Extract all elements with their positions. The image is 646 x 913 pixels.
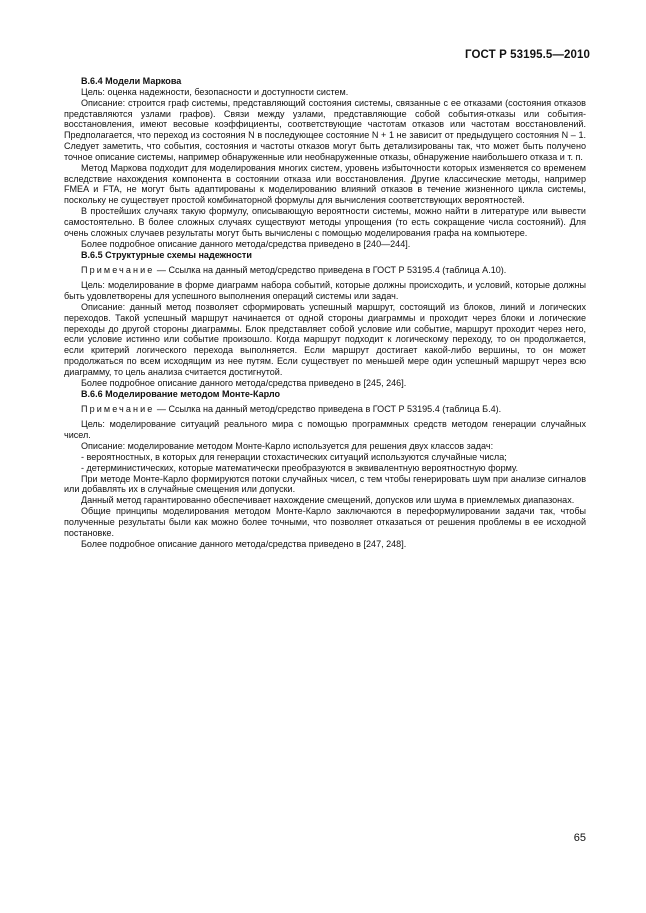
- b66-paragraph-2: При методе Монте-Карло формируются потоки случайных чисел, с тем чтобы генерировать шум при анализе сигналов или добавлять их в случайные смещения или допуски.: [64, 473, 586, 495]
- document-header: ГОСТ Р 53195.5—2010: [465, 49, 590, 61]
- b64-goal: Цель: оценка надежности, безопасности и доступности систем.: [81, 86, 349, 97]
- note-text: — Ссылка на данный метод/средство приведена в ГОСТ Р 53195.4 (таблица Б.4).: [154, 404, 502, 415]
- note-label: Примечание: [81, 404, 155, 415]
- note-label: Примечание: [81, 265, 155, 276]
- b66-goal: Цель: моделирование ситуаций реального мира с помощью программных средств методом генерации случайных чисел.: [64, 419, 586, 441]
- section-heading-b66: B.6.6 Моделирование методом Монте-Карло: [81, 388, 281, 399]
- b66-list-item-1: - вероятностных, в которых для генерации стохастических ситуаций используются случайные числа;: [81, 451, 507, 462]
- note-text: — Ссылка на данный метод/средство приведена в ГОСТ Р 53195.4 (таблица А.10).: [154, 265, 507, 276]
- b64-paragraph-2: Метод Маркова подходит для моделирования многих систем, уровень избыточности которых изменяется со временем вследствие нахождения компонента в состоянии отказа или восстановления. Другие классические методы, например FMEA и FTA, не могут быть адаптированы к моделированию влияний отказов в течение жизненного цикла системы, поскольку не существует простой комбинаторной формулы для вычисления соответствующих вероятностей.: [64, 162, 586, 206]
- b65-note: [64, 265, 586, 276]
- page-number: 65: [573, 832, 586, 844]
- b64-reference: Более подробное описание данного метода/средства приведено в [240—244].: [81, 238, 411, 249]
- b66-reference: Более подробное описание данного метода/средства приведено в [247, 248].: [81, 538, 407, 549]
- b66-paragraph-3: Данный метод гарантированно обеспечивает нахождение смещений, допусков или шума в приемлемых диапазонах.: [81, 495, 575, 506]
- b65-description: Описание: данный метод позволяет сформировать успешный маршрут, состоящий из блоков, линий и логических переходов. Такой успешный маршрут начинается от одной стороны диаграммы и проходит через блоки и логические переходы до другой стороны диаграммы. Блок представляет собой условие или событие, маршрут проходит через него, если условие истинно или событие произошло. Когда маршрут подходит к логическому переходу, то он продолжается, если критерий логического перехода выполняется. Если маршрут достигает какой-либо вершины, то он может продолжаться по всем исходящим из нее путям. Если существует по меньшей мере один успешный маршрут через всю диаграмму, то цель анализа считается достигнутой.: [64, 301, 586, 377]
- section-heading-b65: B.6.5 Структурные схемы надежности: [81, 249, 252, 260]
- section-heading-b64: B.6.4 Модели Маркова: [81, 76, 182, 86]
- b66-paragraph-4: Общие принципы моделирования методом Монте-Карло заключаются в переформулировании задачи так, чтобы полученные результаты были как можно более точными, что позволяет отказаться от решения проблемы в ее исходной постановке.: [64, 506, 586, 538]
- b64-paragraph-3: В простейших случаях такую формулу, описывающую вероятности системы, можно найти в литературе или вывести самостоятельно. В более сложных случаях существуют методы упрощения (то есть сокращение числа состояний). Для очень сложных случаев результаты могут быть вычислены с помощью моделирования графа на компьютере.: [64, 206, 586, 238]
- b66-description: Описание: моделирование методом Монте-Карло используется для решения двух классов задач:: [81, 441, 494, 451]
- b65-goal: Цель: моделирование в форме диаграмм набора событий, которые должны происходить, и условий, которые должны быть удовлетворены для успешного выполнения операций системы или задач.: [64, 280, 586, 302]
- b65-reference: Более подробное описание данного метода/средства приведено в [245, 246].: [81, 377, 407, 388]
- document-body: [64, 76, 586, 549]
- b66-list-item-2: - детерминистических, которые математически преобразуются в эквивалентную вероятностную форму.: [81, 462, 519, 473]
- b66-note: [64, 404, 586, 415]
- b64-description: Описание: строится граф системы, представляющий состояния системы, связанные с ее отказами (состояния отказов представляются узлами графов). Связи между узлами, представляющие собой события-отказы или события-восстановления, имеют весовые коэффициенты, соответствующие частотам отказов или частотам восстановлений. Предполагается, что переход из состояния N в последующее состояние N + 1 не зависит от предыдущего состояния N – 1. Следует заметить, что события, состояния и частоты отказов могут быть детализированы так, что может быть получено точное описание системы, например обнаруженные или необнаруженные отказы, обнаружение наибольшего отказа и т. п.: [64, 97, 586, 162]
